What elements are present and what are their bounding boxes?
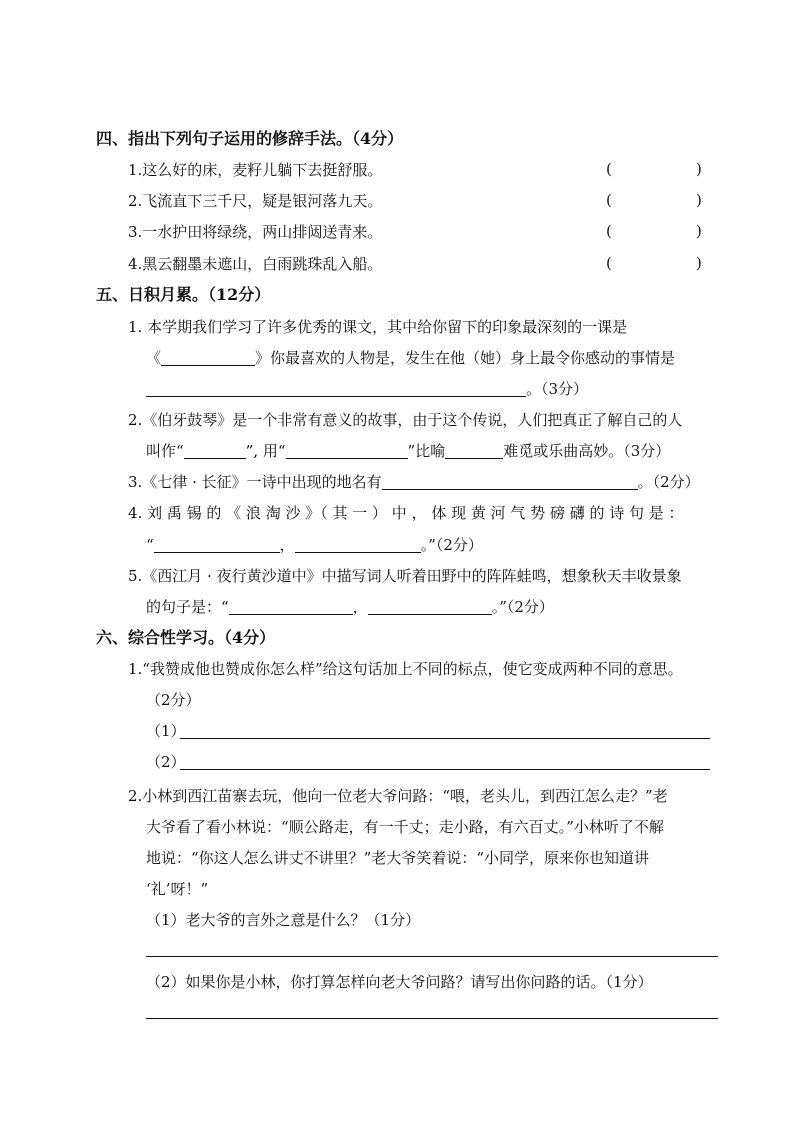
text: ”比喻	[407, 442, 446, 460]
s6-q2-line3: 地说：“你这人怎么讲丈不讲里？”老大爷笑着说：“小同学，原来你也知道讲	[146, 849, 650, 867]
answer-paren-close: )	[696, 160, 702, 178]
points-label: 。（2分）	[637, 473, 700, 491]
section-6-title: 六、综合性学习。（4分）	[96, 628, 276, 647]
points-label: 。”（2分）	[491, 598, 554, 616]
s6-q2-sub2: （2）如果你是小林，你打算怎样向老大爷问路？请写出你问路的话。（1分）	[146, 973, 653, 991]
answer-paren-open: (	[606, 222, 612, 240]
text: 3.《七律 · 长征》一诗中出现的地名有	[128, 473, 382, 491]
answer-blank[interactable]	[184, 443, 246, 459]
s6-q2-line2: 大爷看了看小林说：“顺公路走，有一千丈；走小路，有六百丈。”小林听了不解	[146, 818, 664, 836]
answer-blank[interactable]	[146, 381, 526, 397]
answer-blank[interactable]	[445, 443, 503, 459]
book-bracket-open: 《	[146, 349, 162, 367]
s5-q4-line1: 4. 刘 禹 锡 的 《 浪 淘 沙 》（ 其 一 ） 中 ， 体 现 黄 河 气 势 磅 礴 的 诗 句 是 ：	[128, 504, 684, 522]
s4-item-4: 4.黑云翻墨未遮山，白雨跳珠乱入船。	[128, 255, 383, 273]
text: “	[146, 536, 154, 554]
answer-paren-close: )	[696, 254, 702, 272]
s5-q5-line2	[146, 597, 554, 617]
answer-blank[interactable]	[229, 599, 353, 615]
s5-q1-line2-text: 》你最喜欢的人物是，发生在他（她）身上最令你感动的事情是	[255, 349, 676, 367]
answer-blank[interactable]	[161, 350, 255, 366]
s5-q5-line1: 5.《西江月 · 夜行黄沙道中》中描写词人听着田野中的阵阵蛙鸣，想象秋天丰收景象	[128, 567, 682, 585]
answer-line[interactable]	[146, 1018, 718, 1019]
s4-item-2: 2.飞流直下三千尺，疑是银河落九天。	[128, 192, 383, 210]
s6-q2-line4: ‘礼’呀！”	[146, 880, 209, 898]
answer-paren-close: )	[696, 191, 702, 209]
s5-q1-line3	[146, 379, 588, 399]
s6-q1-line1: 1.“我赞成他也赞成你怎么样”给这句话加上不同的标点，使它变成两种不同的意思。	[128, 660, 683, 678]
answer-blank[interactable]	[286, 443, 408, 459]
points-label: 。（3分）	[526, 380, 589, 398]
answer-blank[interactable]	[295, 537, 421, 553]
answer-blank[interactable]	[154, 537, 280, 553]
text: 的句子是：“	[146, 598, 229, 616]
answer-paren-open: (	[606, 160, 612, 178]
answer-line[interactable]	[180, 769, 710, 770]
text: ”, 用“	[245, 442, 286, 460]
s5-q2-line2	[146, 441, 670, 461]
answer-blank[interactable]	[368, 599, 492, 615]
text: 难觅或乐曲高妙。（3分）	[503, 442, 671, 460]
s4-item-1: 1.这么好的床，麦籽儿躺下去挺舒服。	[128, 161, 383, 179]
answer-paren-open: (	[606, 191, 612, 209]
s6-q2-sub1: （1）老大爷的言外之意是什么？（1分）	[146, 911, 421, 929]
text: ，	[279, 536, 295, 554]
s5-q1-line1: 1. 本学期我们学习了许多优秀的课文，其中给你留下的印象最深刻的一课是	[128, 318, 628, 336]
s5-q3	[128, 472, 700, 492]
points-label: 。”（2分）	[420, 536, 483, 554]
text: ，	[352, 598, 368, 616]
s4-item-3: 3.一水护田将绿绕，两山排闼送青来。	[128, 223, 383, 241]
s5-q1-line2	[146, 348, 675, 368]
answer-paren-close: )	[696, 222, 702, 240]
s6-q2-line1: 2.小林到西江苗寨去玩，他向一位老大爷问路：“喂，老头儿，到西江怎么走？”老	[128, 787, 668, 805]
s6-q1-option-2: （2）	[146, 753, 186, 771]
s5-q2-line1: 2.《伯牙鼓琴》是一个非常有意义的故事，由于这个传说，人们把真正了解自己的人	[128, 411, 683, 429]
answer-line[interactable]	[180, 738, 710, 739]
s5-q4-line2	[146, 535, 483, 555]
section-5-title: 五、日积月累。（12分）	[96, 285, 271, 304]
answer-line[interactable]	[146, 956, 718, 957]
s6-q1-points: （2分）	[146, 691, 201, 709]
text: 叫作“	[146, 442, 184, 460]
section-4-title: 四、指出下列句子运用的修辞手法。（4分）	[96, 129, 404, 148]
answer-blank[interactable]	[382, 474, 638, 490]
s6-q1-option-1: （1）	[146, 722, 186, 740]
answer-paren-open: (	[606, 254, 612, 272]
